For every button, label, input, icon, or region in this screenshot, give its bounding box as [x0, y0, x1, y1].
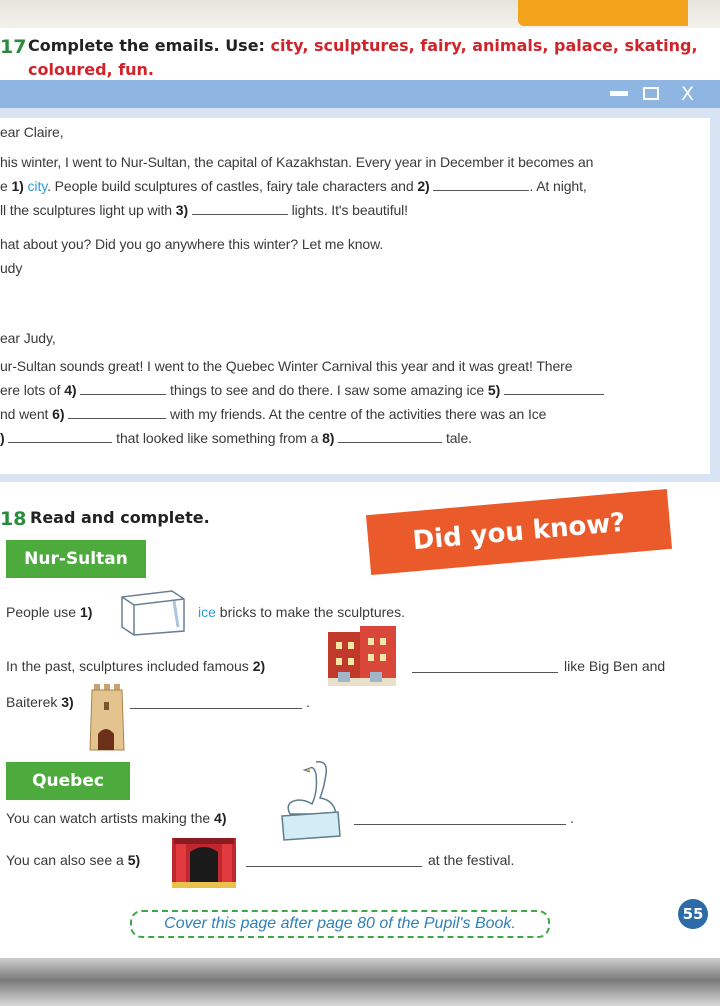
email2-line4c: tale. [445, 430, 472, 446]
gap-6-blank[interactable] [68, 407, 166, 419]
tower-icon [86, 680, 126, 752]
email1-line3b: lights. It's beautiful! [291, 202, 408, 218]
q1-number: 4) [214, 810, 227, 826]
word-bank: city, sculptures, fairy, animals, palace, skating, [270, 36, 698, 55]
did-you-know-banner: Did you know? [366, 489, 672, 575]
gap-5-blank[interactable] [504, 383, 604, 395]
email1-line2b: . People build sculptures of castles, fairy tale characters and [47, 178, 414, 194]
email-body [0, 118, 710, 474]
email2-line3b: with my friends. At the centre of the activities there was an Ice [169, 406, 547, 422]
s2b: like Big Ben and [564, 658, 666, 674]
word-bank-2: coloured, fun. [28, 60, 155, 79]
page-number: 55 [678, 899, 708, 929]
exercise-17-instruction [28, 34, 708, 82]
s2-blank[interactable] [412, 672, 558, 673]
email-window [0, 80, 720, 482]
email2-line1: ur-Sultan sounds great! I went to the Quebec Winter Carnival this year and it was great! There [0, 358, 573, 374]
gap-1-number: 1) [11, 178, 24, 194]
s1-rest [198, 604, 405, 620]
gap-3-blank[interactable] [192, 203, 288, 215]
orange-tab [518, 0, 688, 26]
s3-number: 3) [61, 694, 74, 710]
s3-blank[interactable] [130, 708, 302, 709]
gap-2-blank[interactable] [433, 179, 529, 191]
theatre-stage-icon [172, 838, 236, 888]
gap-7-blank[interactable] [8, 431, 112, 443]
email1-line2 [0, 178, 587, 194]
gap-2-number: 2) [417, 178, 430, 194]
minimize-icon[interactable] [610, 91, 628, 96]
q1-text [6, 810, 227, 826]
s3b: . [306, 694, 310, 710]
gap-6-number: 6) [52, 406, 65, 422]
s1b: bricks to make the sculptures. [219, 604, 405, 620]
section-nur-sultan: Nur-Sultan [6, 540, 146, 578]
email2-line2 [0, 382, 604, 398]
email1-line4: hat about you? Did you go anywhere this winter? Let me know. [0, 236, 384, 252]
email1-signature: udy [0, 260, 23, 276]
gap-1-answer: city [27, 178, 48, 194]
top-strip [0, 0, 720, 28]
q1-blank[interactable] [354, 824, 566, 825]
q1a: You can watch artists making the [6, 810, 211, 826]
email2-line2a: ere lots of [0, 382, 61, 398]
swan-sculpture-icon [276, 754, 346, 844]
q2a: You can also see a [6, 852, 124, 868]
window-titlebar [0, 80, 720, 108]
gap-8-blank[interactable] [338, 431, 442, 443]
email1-line2c: . At night, [529, 178, 587, 194]
close-icon[interactable]: X [681, 83, 695, 105]
email2-line2b: things to see and do there. I saw some amazing ice [170, 382, 485, 398]
gap-8-number: 8) [322, 430, 335, 446]
email1-line3 [0, 202, 408, 218]
email2-line4b: that looked like something from a [116, 430, 319, 446]
maximize-icon[interactable] [643, 87, 659, 100]
s2a: In the past, sculptures included famous [6, 658, 249, 674]
exercise-18-prompt: Read and complete. [30, 508, 210, 527]
s3-text [6, 694, 74, 710]
q2b: at the festival. [428, 852, 515, 868]
email2-line3a: nd went [0, 406, 49, 422]
email1-line3a: ll the sculptures light up with [0, 202, 172, 218]
s1a: People use [6, 604, 77, 620]
q2-text [6, 852, 140, 868]
s2-number: 2) [252, 658, 266, 674]
gap-7-number: ) [0, 430, 5, 446]
email2-greeting: ear Judy, [0, 330, 56, 346]
ice-brick-icon [118, 587, 188, 637]
email2-line3 [0, 406, 546, 422]
gap-5-number: 5) [487, 382, 501, 398]
email1-greeting: ear Claire, [0, 124, 64, 140]
cover-note: Cover this page after page 80 of the Pupil's Book. [130, 910, 550, 938]
s1-text [6, 604, 92, 620]
q2-number: 5) [127, 852, 141, 868]
email1-line2a: e [0, 178, 8, 194]
gap-3-number: 3) [175, 202, 189, 218]
exercise-17-prompt: Complete the emails. Use: [28, 36, 265, 55]
gap-4-number: 4) [64, 382, 77, 398]
email1-line1: his winter, I went to Nur-Sultan, the capital of Kazakhstan. Every year in December it becomes an [0, 154, 594, 170]
s3a: Baiterek [6, 694, 58, 710]
exercise-17-number: 17 [0, 36, 27, 58]
q2-blank[interactable] [246, 866, 422, 867]
s1-answer: ice [198, 604, 216, 620]
bottom-band [0, 958, 720, 1006]
q1b: . [570, 810, 574, 826]
email2-line4 [0, 430, 472, 446]
s2-text [6, 658, 265, 674]
exercise-18-number: 18 [0, 508, 27, 530]
palace-icon [322, 622, 402, 688]
section-quebec: Quebec [6, 762, 130, 800]
gap-4-blank[interactable] [80, 383, 166, 395]
s1-number: 1) [79, 604, 93, 620]
